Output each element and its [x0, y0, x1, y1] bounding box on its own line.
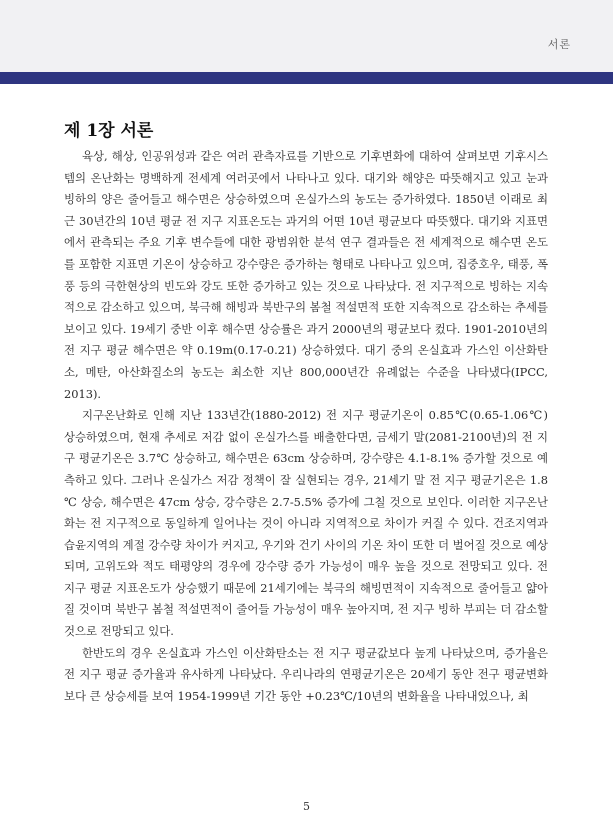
header-band [0, 0, 613, 72]
paragraph: 한반도의 경우 온실효과 가스인 이산화탄소는 전 지구 평균값보다 높게 나타났으며, 증가율은 전 지구 평균 증가율과 유사하게 나타났다. 우리나라의 연평균기온은 20세기 동안 전구 평균변화보다 큰 상승세를 보여 1954-1999년 기간 동안 +0.23℃/10년의 변화율을 나타내었으나, 최 [64, 645, 548, 703]
section-label: 서론 [547, 38, 571, 51]
body-text [64, 146, 548, 707]
paragraph: 육상, 해상, 인공위성과 같은 여러 관측자료를 기반으로 기후변화에 대하여 살펴보면 기후시스템의 온난화는 명백하게 전세계 여러곳에서 나타나고 있다. 대기와 해양은 따뜻해지고 있고 눈과 빙하의 양은 줄어들고 해수면은 상승하였으며 온실가스의 농도는 증가하였다. 1850년 이래로 최근 30년간의 10년 평균 전 지구 지표온도는 과거의 어떤 10년 평균보다 따뜻했다. 대기와 지표면에서 관측되는 주요 기후 변수들에 대한 광범위한 분석 연구 결과들은 전 세계적으로 해수면 온도를 포함한 지표면 기온이 상승하고 강수량은 증가하는 형태로 나타나고 있으며, 집중호우, 태풍, 폭풍 등의 극한현상의 빈도와 강도 또한 증가하고 있는 것으로 나타났다. 전 지구적으로 빙하는 지속적으로 감소하고 있으며, 북극해 해빙과 북반구의 봄철 적설면적 또한 지속적으로 감소하는 추세를 보이고 있다. 19세기 중반 이후 해수면 상승률은 과거 2000년의 평균보다 컸다. 1901-2010년의 전 지구 평균 해수면은 약 0.19m(0.17-0.21) 상승하였다. 대기 중의 온실효과 가스인 이산화탄소, 메탄, 아산화질소의 농도는 최소한 지난 800,000년간 유례없는 수준을 나타냈다(IPCC, 2013). [64, 149, 548, 401]
page-number: 5 [303, 800, 310, 813]
paragraph: 지구온난화로 인해 지난 133년간(1880-2012) 전 지구 평균기온이 0.85℃(0.65-1.06℃) 상승하였으며, 현재 추세로 저감 없이 온실가스를 배출한다면, 금세기 말(2081-2100년)의 전 지구 평균기온은 3.7℃ 상승하고, 해수면은 63cm 상승하며, 강수량은 4.1-8.1% 증가할 것으로 예측하고 있다. 그러나 온실가스 저감 정책이 잘 실현되는 경우, 21세기 말 전 지구 평균기온은 1.8 ℃ 상승, 해수면은 47cm 상승, 강수량은 2.7-5.5% 증가에 그칠 것으로 보인다. 이러한 지구온난화는 전 지구적으로 동일하게 일어나는 것이 아니라 지역적으로 차이가 커질 수 있다. 건조지역과 습윤지역의 계절 강수량 차이가 커지고, 우기와 건기 사이의 기온 차이 또한 더 벌어질 것으로 예상되며, 고위도와 적도 태평양의 경우에 강수량 증가 가능성이 매우 높을 것으로 전망되고 있다. 전 지구 평균 지표온도가 상승했기 때문에 21세기에는 북극의 해빙면적이 지속적으로 줄어들고 얇아질 것이며 북반구 봄철 적설면적이 줄어들 가능성이 매우 높아지며, 전 지구 빙하 부피는 더 감소할 것으로 전망되고 있다. [64, 408, 548, 639]
header-rule [0, 72, 613, 84]
chapter-title: 제 1장 서론 [64, 121, 154, 141]
